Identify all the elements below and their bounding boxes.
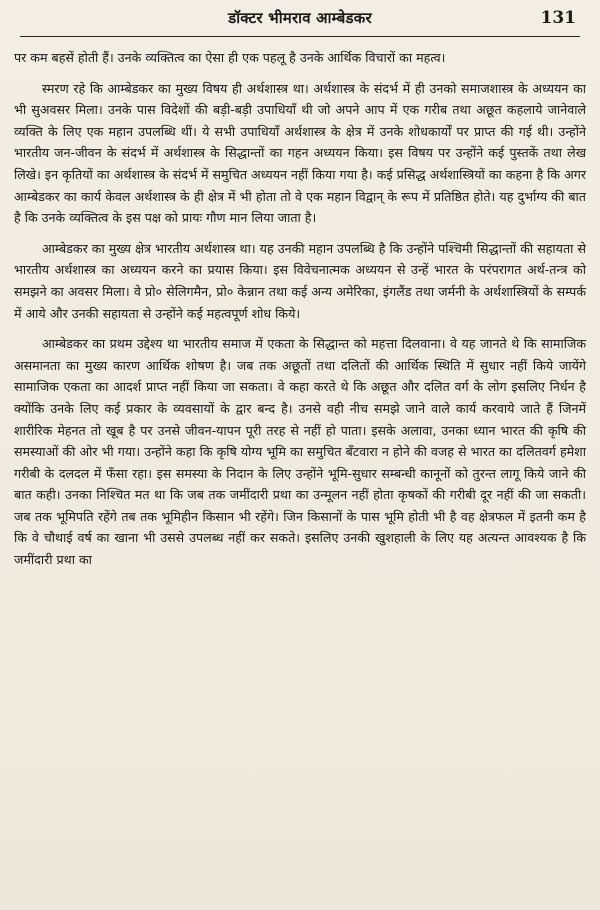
paragraph: आम्बेडकर का प्रथम उद्देश्य था भारतीय समाज में एकता के सिद्धान्त को महत्ता दिलवाना। वे यह जानते थे कि सामाजिक असमानता का मुख्य कारण आर्थिक शोषण है। जब तक अछूतों तथा दलितों की आर्थिक स्थिति में सुधार नहीं किये जायेंगे सामाजिक एकता का आदर्श प्राप्त नहीं किया जा सकता। वे कहा करते थे कि अछूत और दलित वर्ग के लोग इसलिए निर्धन है क्योंकि उनके लिए कई प्रकार के व्यवसायों के द्वार बन्द है। उनसे वही नीच समझे जाने वाले कार्य करवाये जाते हैं जिनमें शारीरिक मेहनत तो खूब है पर उनसे जीवन-यापन पूरी तरह से नहीं हो पाता। इसके अलावा, उनका ध्यान भारत की कृषि की समस्याओं की ओर भी गया। उन्होंने कहा कि कृषि योग्य भूमि का समुचित बँटवारा न होने की वजह से भारत का दलितवर्ग हमेशा गरीबी के दलदल में फँसा रहा। इस समस्या के निदान के लिए उन्होंने भूमि-सुधार सम्बन्धी कानूनों को तुरन्त लागू किये जाने की बात कही। उनका निश्चित मत था कि जब तक जमींदारी प्रथा का उन्मूलन नहीं होता कृषकों की गरीबी दूर नहीं की जा सकती। जब तक भूमिपति रहेंगे तब तक भूमिहीन किसान भी रहेंगे। जिन किसानों के पास भूमि होती भी है वह क्षेत्रफल में इतनी कम है कि वे चौथाई वर्ष का खाना भी उससे उपलब्ध नहीं कर सकते। इसलिए उनकी खुशहाली के लिए यह अत्यन्त आवश्यक है कि जमींदारी प्रथा का — [14, 336, 586, 568]
page-header — [20, 6, 580, 37]
running-title: डॉक्टर भीमराव आम्बेडकर — [228, 9, 372, 27]
paragraph: पर कम बहसें होती हैं। उनके व्यक्तित्व का ऐसा ही एक पहलू है उनके आर्थिक विचारों का महत्व। — [14, 50, 446, 65]
page-number: 131 — [540, 8, 576, 28]
body-text — [14, 47, 586, 571]
paragraph: आम्बेडकर का मुख्य क्षेत्र भारतीय अर्थशास्त्र था। यह उनकी महान उपलब्धि है कि उन्होंने पश्चिमी सिद्धान्तों की सहायता से भारतीय अर्थशास्त्र का अध्ययन करने का प्रयास किया। इस विवेचनात्मक अध्ययन से उन्हें भारत के परंपरागत अर्थ-तन्त्र को समझने का अवसर मिला। वे प्रो० सेलिगमैन, प्रो० केन्नान तथा कई अन्य अमेरिका, इंगलैंड तथा जर्मनी के अर्थशास्त्रियों के सम्पर्क में आये और उनकी सहायता से उन्होंने कई महत्वपूर्ण शोध किये। — [14, 240, 586, 321]
paragraph: स्मरण रहे कि आम्बेडकर का मुख्य विषय ही अर्थशास्त्र था। अर्थशास्त्र के संदर्भ में ही उनको समाजशास्त्र के अध्ययन का भी सुअवसर मिला। उनके पास विदेशों की बड़ी-बड़ी उपाधियाँ थी जो अपने आप में एक गरीब तथा अछूत कहलाये जानेवाले व्यक्ति के लिए एक महान उपलब्धि थीं। ये सभी उपाधियाँ अर्थशास्त्र के क्षेत्र में उनके शोधकार्यों पर प्राप्त की गई थी। उन्होंने भारतीय जन-जीवन के संदर्भ में अर्थशास्त्र के सिद्धान्तों का गहन अध्ययन किया। इस विषय पर उन्होंने कई पुस्तकें तथा लेख लिखे। इन कृतियों का अर्थशास्त्र के संदर्भ में समुचित अध्ययन नहीं किया गया है। कई प्रसिद्ध अर्थशास्त्रियों का कहना है कि अगर आम्बेडकर का कार्य केवल अर्थशास्त्र के ही क्षेत्र में भी होता तो वे एक महान विद्वान् के रूप में प्रतिष्ठित होते। यह दुर्भाग्य की बात है कि उनके व्यक्तित्व के इस पक्ष को प्रायः गौण मान लिया जाता है। — [14, 80, 586, 226]
